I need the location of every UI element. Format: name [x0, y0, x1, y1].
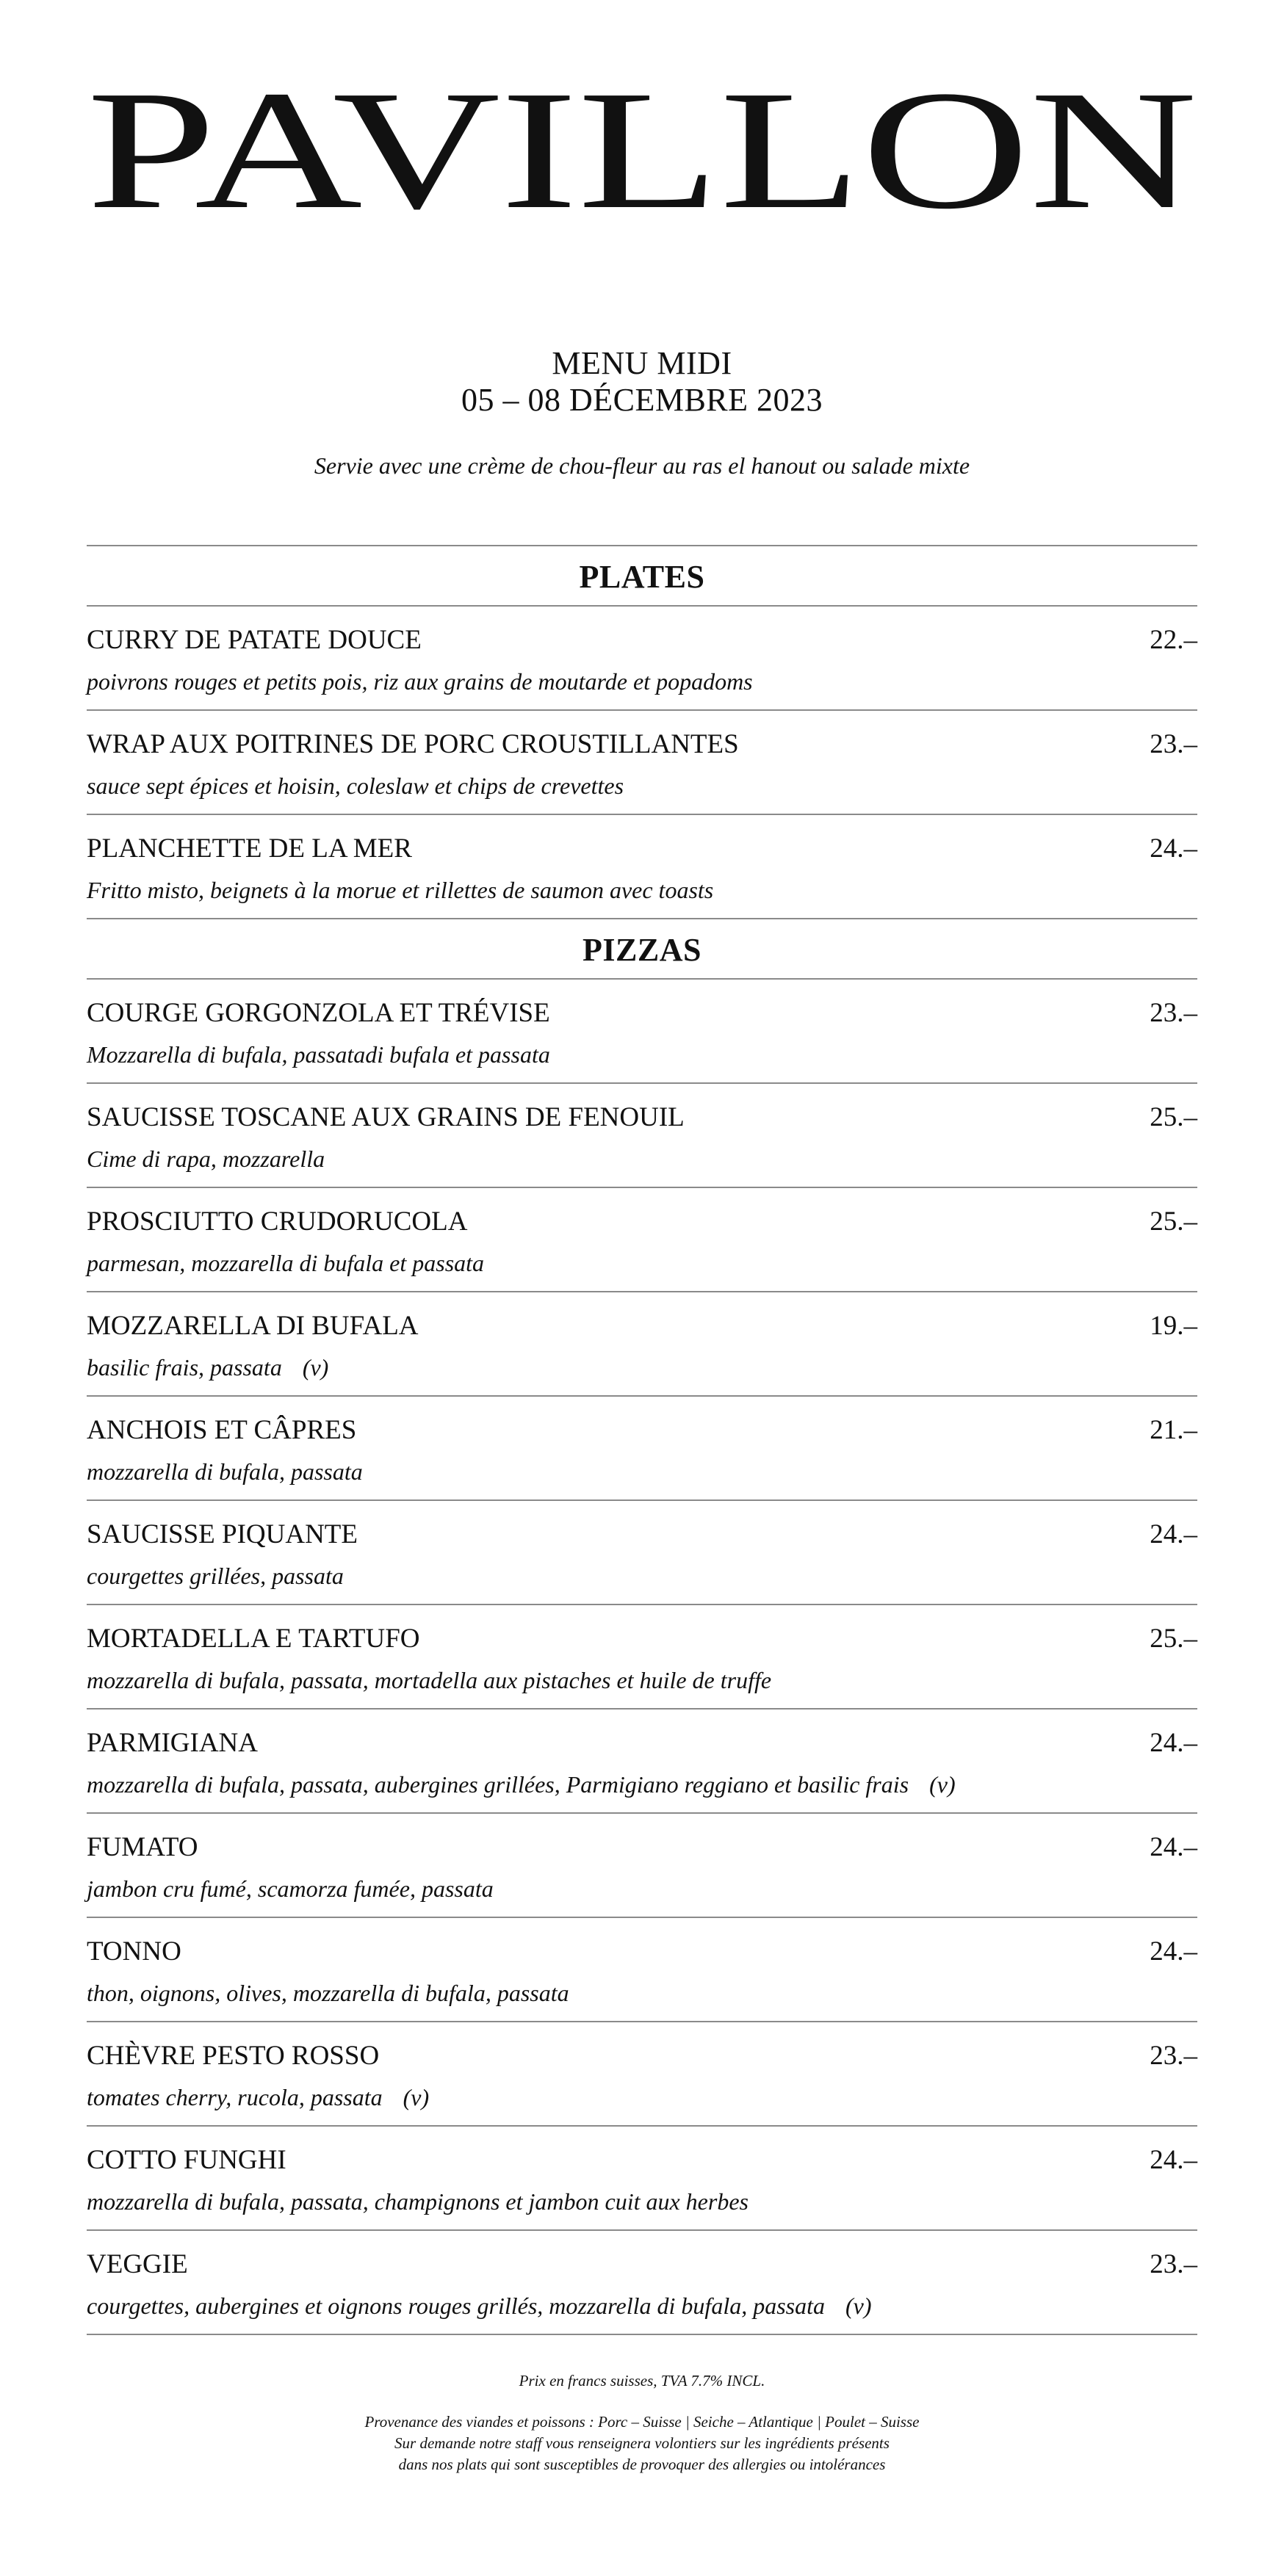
item-description	[87, 667, 753, 696]
footer	[0, 2370, 1284, 2475]
item-price: 25.–	[1150, 1102, 1197, 1132]
item-description-text: jambon cru fumé, scamorza fumée, passata	[87, 1875, 494, 1902]
item-description	[87, 1144, 325, 1173]
item-name: WRAP AUX POITRINES DE PORC CROUSTILLANTES	[87, 729, 739, 759]
menu-item	[87, 1918, 1197, 2021]
footer-notes	[0, 2412, 1284, 2475]
item-price: 21.–	[1150, 1415, 1197, 1445]
section-title-plates: PLATES	[579, 559, 705, 595]
item-name: SAUCISSE TOSCANE AUX GRAINS DE FENOUIL	[87, 1102, 685, 1132]
item-description-text: mozzarella di bufala, passata, aubergines grillées, Parmigiano reggiano et basilic frais	[87, 1771, 909, 1798]
item-description-text: parmesan, mozzarella di bufala et passata	[87, 1250, 485, 1276]
menu-item	[87, 1292, 1197, 1395]
item-name: CURRY DE PATATE DOUCE	[87, 625, 422, 655]
brand-logo	[87, 70, 1197, 217]
item-description	[87, 2187, 749, 2216]
item-price: 22.–	[1150, 625, 1197, 655]
item-price: 23.–	[1150, 729, 1197, 759]
menu-item	[87, 2231, 1197, 2334]
item-description	[87, 1353, 328, 1382]
item-price: 25.–	[1150, 1206, 1197, 1237]
menu-title: MENU MIDI	[552, 345, 732, 381]
item-name: MORTADELLA E TARTUFO	[87, 1624, 420, 1654]
menu-subtitle: Servie avec une crème de chou-fleur au ras el hanout ou salade mixte	[314, 452, 970, 479]
item-name: FUMATO	[87, 1832, 198, 1862]
menu-item	[87, 1084, 1197, 1187]
menu-bottom-divider	[87, 2334, 1197, 2335]
item-name: PROSCIUTTO CRUDORUCOLA	[87, 1206, 468, 1237]
price-note: Prix en francs suisses, TVA 7.7% INCL.	[519, 2372, 765, 2389]
item-description-text: Fritto misto, beignets à la morue et rillettes de saumon avec toasts	[87, 877, 714, 903]
item-price: 24.–	[1150, 1832, 1197, 1862]
menu-item	[87, 2022, 1197, 2125]
item-description	[87, 1561, 344, 1591]
menu-item	[87, 1605, 1197, 1708]
item-description	[87, 771, 624, 800]
item-price: 24.–	[1150, 1728, 1197, 1758]
section-title-pizzas: PIZZAS	[583, 932, 701, 968]
vegetarian-marker: (v)	[302, 1354, 329, 1381]
menu-item	[87, 1397, 1197, 1499]
item-description-text: basilic frais, passata	[87, 1354, 282, 1381]
menu-item	[87, 1814, 1197, 1917]
item-price: 24.–	[1150, 1936, 1197, 1967]
item-description	[87, 1248, 484, 1278]
item-name: COURGE GORGONZOLA ET TRÉVISE	[87, 998, 550, 1028]
item-price: 24.–	[1150, 833, 1197, 864]
item-name: MOZZARELLA DI BUFALA	[87, 1311, 419, 1341]
item-description	[87, 875, 713, 905]
item-description	[87, 1457, 363, 1486]
item-price: 24.–	[1150, 1519, 1197, 1549]
item-name: PLANCHETTE DE LA MER	[87, 833, 412, 864]
item-description-text: sauce sept épices et hoisin, coleslaw et chips de crevettes	[87, 773, 624, 799]
item-description-text: poivrons rouges et petits pois, riz aux grains de moutarde et popadoms	[87, 668, 753, 695]
item-price: 23.–	[1150, 2041, 1197, 2071]
item-description	[87, 1770, 956, 1799]
item-name: TONNO	[87, 1936, 181, 1967]
item-description-text: Mozzarella di bufala, passatadi bufala et passata	[87, 1041, 550, 1068]
item-description-text: mozzarella di bufala, passata, mortadella aux pistaches et huile de truffe	[87, 1667, 772, 1693]
item-description-text: courgettes, aubergines et oignons rouges grillés, mozzarella di bufala, passata	[87, 2293, 825, 2319]
item-description	[87, 1874, 494, 1903]
menu-item	[87, 980, 1197, 1082]
menu-item	[87, 815, 1197, 918]
vegetarian-marker: (v)	[929, 1771, 956, 1798]
vegetarian-marker: (v)	[403, 2084, 430, 2110]
brand-name: PAVILLON	[87, 70, 1197, 217]
item-price: 23.–	[1150, 998, 1197, 1028]
item-name: SAUCISSE PIQUANTE	[87, 1519, 358, 1549]
item-description-text: courgettes grillées, passata	[87, 1563, 344, 1589]
provenance-note: Provenance des viandes et poissons : Porc – Suisse | Seiche – Atlantique | Poulet – Suisse	[364, 2413, 920, 2431]
menu-item	[87, 711, 1197, 814]
item-description-text: mozzarella di bufala, passata	[87, 1458, 363, 1485]
menu-item	[87, 1188, 1197, 1291]
menu-header	[0, 345, 1284, 480]
item-price: 24.–	[1150, 2145, 1197, 2175]
vegetarian-marker: (v)	[845, 2293, 872, 2319]
menu-item	[87, 1710, 1197, 1812]
item-description	[87, 2083, 429, 2112]
menu-list	[87, 545, 1197, 2335]
item-description-text: thon, oignons, olives, mozzarella di bufala, passata	[87, 1980, 569, 2006]
item-name: ANCHOIS ET CÂPRES	[87, 1415, 357, 1445]
item-name: CHÈVRE PESTO ROSSO	[87, 2041, 380, 2071]
menu-item	[87, 2127, 1197, 2229]
item-price: 19.–	[1150, 1311, 1197, 1341]
menu-item	[87, 607, 1197, 709]
item-price: 23.–	[1150, 2249, 1197, 2279]
item-description-text: Cime di rapa, mozzarella	[87, 1146, 325, 1172]
item-name: VEGGIE	[87, 2249, 188, 2279]
allergy-note-line-1: Sur demande notre staff vous renseignera volontiers sur les ingrédients présents	[394, 2434, 890, 2452]
item-description	[87, 1665, 771, 1695]
item-description	[87, 1040, 550, 1069]
menu-item	[87, 1501, 1197, 1604]
menu-dates: 05 – 08 DÉCEMBRE 2023	[461, 382, 823, 418]
item-name: COTTO FUNGHI	[87, 2145, 286, 2175]
item-description-text: mozzarella di bufala, passata, champignons et jambon cuit aux herbes	[87, 2188, 749, 2215]
item-description-text: tomates cherry, rucola, passata	[87, 2084, 383, 2110]
item-name: PARMIGIANA	[87, 1728, 259, 1758]
item-description	[87, 2291, 872, 2320]
item-description	[87, 1978, 569, 2008]
item-price: 25.–	[1150, 1624, 1197, 1654]
allergy-note-line-2: dans nos plats qui sont susceptibles de provoquer des allergies ou intolérances	[398, 2456, 886, 2473]
